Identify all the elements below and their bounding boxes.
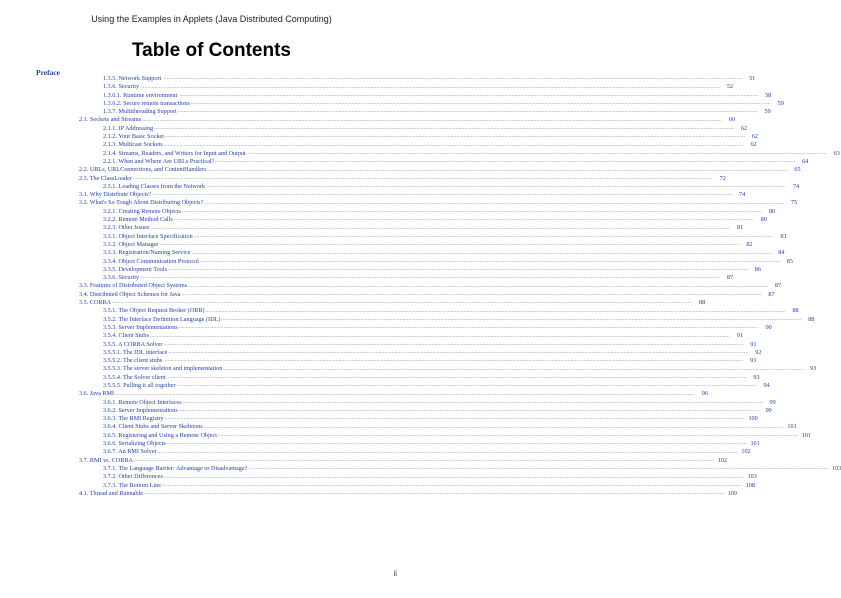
toc-entry-page[interactable]: 62: [740, 124, 748, 132]
toc-entry[interactable]: [0, 191, 746, 199]
toc-entry-label[interactable]: 3.5.5.4. The Solver client: [103, 373, 166, 381]
toc-entry-page[interactable]: 84: [778, 249, 785, 257]
dot-leader: ................................................................................................................................................................................................................................................................................................................................................................................................................: [165, 134, 746, 140]
toc-entry-page[interactable]: 87: [774, 282, 782, 290]
toc-entry-page[interactable]: 62: [750, 141, 757, 149]
toc-entry[interactable]: [0, 149, 840, 158]
toc-entry-page[interactable]: 103: [832, 464, 841, 472]
toc-entry[interactable]: [0, 415, 758, 423]
toc-entry[interactable]: [0, 249, 785, 257]
toc-entry-label[interactable]: 3.3.6. Security: [103, 274, 140, 282]
toc-entry-page[interactable]: 74: [739, 191, 746, 199]
toc-entry-label[interactable]: 4.1. Thread and Runnable: [79, 489, 143, 497]
dot-leader: ................................................................................................................................................................................................................................................................................................................................................................................................................: [199, 258, 780, 264]
toc-entry-page[interactable]: 63: [833, 149, 840, 157]
toc-entry[interactable]: [0, 315, 815, 324]
toc-entry[interactable]: [0, 299, 706, 307]
dot-leader: ................................................................................................................................................................................................................................................................................................................................................................................................................: [150, 225, 731, 231]
page-title: Table of Contents: [131, 40, 292, 61]
dot-leader: ................................................................................................................................................................................................................................................................................................................................................................................................................: [193, 233, 774, 239]
toc-entry-label[interactable]: 3.2.1. Creating Remote Objects: [103, 207, 182, 215]
dot-leader: ................................................................................................................................................................................................................................................................................................................................................................................................................: [246, 150, 827, 156]
toc-entry-page[interactable]: 62: [751, 133, 759, 141]
toc-entry[interactable]: [0, 108, 771, 116]
dot-leader: ................................................................................................................................................................................................................................................................................................................................................................................................................: [181, 292, 762, 298]
page-number: ii: [393, 569, 397, 578]
toc-entry[interactable]: [0, 489, 737, 498]
toc-entry-label[interactable]: 3.7. RMI vs. CORBA: [79, 456, 133, 464]
dot-leader: ................................................................................................................................................................................................................................................................................................................................................................................................................: [207, 167, 788, 173]
dot-leader: ................................................................................................................................................................................................................................................................................................................................................................................................................: [178, 408, 759, 414]
toc-entry[interactable]: [0, 456, 727, 465]
toc-entry-page[interactable]: 59: [764, 108, 771, 116]
toc-entry-label[interactable]: 2.1.3. Multicast Sockets: [103, 141, 163, 149]
toc-entry-page[interactable]: 80: [768, 207, 776, 215]
toc-entry-page[interactable]: 109: [727, 489, 737, 497]
dot-leader: ................................................................................................................................................................................................................................................................................................................................................................................................................: [177, 109, 758, 115]
toc-entry-label[interactable]: 2.3. The ClassLoader: [79, 174, 132, 182]
toc-entry-label[interactable]: 3.3.3. Registration/Naming Service: [103, 249, 191, 257]
dot-leader: ................................................................................................................................................................................................................................................................................................................................................................................................................: [163, 142, 744, 148]
section-heading-preface[interactable]: Preface: [36, 68, 61, 77]
toc-entry-label[interactable]: 1.3.6.1. Runtime environment: [103, 91, 178, 99]
toc-entry[interactable]: [0, 207, 776, 216]
toc-entry-page[interactable]: 100: [748, 415, 758, 423]
dot-leader: ................................................................................................................................................................................................................................................................................................................................................................................................................: [182, 209, 763, 215]
toc-entry-page[interactable]: 92: [755, 348, 762, 356]
toc-entry-label[interactable]: 3.4. Distributed Object Schemes for Java: [79, 290, 181, 298]
dot-leader: ................................................................................................................................................................................................................................................................................................................................................................................................................: [164, 416, 745, 422]
toc-entry[interactable]: [0, 224, 744, 232]
toc-entry[interactable]: [0, 166, 801, 174]
dot-leader: ................................................................................................................................................................................................................................................................................................................................................................................................................: [140, 84, 721, 90]
toc-entry[interactable]: [0, 365, 817, 373]
toc-entry[interactable]: [0, 348, 762, 357]
toc-entry-label[interactable]: 2.3.1. Loading Classes from the Network: [103, 182, 206, 190]
dot-leader: ................................................................................................................................................................................................................................................................................................................................................................................................................: [140, 275, 721, 281]
toc-entry-page[interactable]: 85: [786, 257, 793, 265]
dot-leader: ................................................................................................................................................................................................................................................................................................................................................................................................................: [203, 424, 784, 430]
toc-entry-page[interactable]: 101: [750, 440, 760, 448]
toc-entry[interactable]: [0, 199, 798, 207]
dot-leader: ................................................................................................................................................................................................................................................................................................................................................................................................................: [162, 76, 743, 82]
toc-entry[interactable]: [0, 381, 770, 390]
toc-entry-label[interactable]: 3.6.6. Serializing Objects: [103, 440, 166, 448]
toc-entry[interactable]: [0, 99, 784, 108]
toc-entry-label[interactable]: 1.3.7. Multithreading Support: [103, 108, 177, 116]
toc-entry[interactable]: [0, 282, 782, 290]
dot-leader: ................................................................................................................................................................................................................................................................................................................................................................................................................: [178, 325, 759, 331]
toc-entry-page[interactable]: 96: [701, 390, 709, 398]
toc-entry-page[interactable]: 80: [760, 216, 767, 224]
dot-leader: ................................................................................................................................................................................................................................................................................................................................................................................................................: [223, 366, 804, 372]
toc-entry-label[interactable]: 3.6.3. The RMI Registry: [103, 415, 164, 423]
toc-entry[interactable]: [0, 290, 775, 299]
toc-entry[interactable]: [0, 440, 760, 448]
toc-entry-page[interactable]: 51: [749, 75, 756, 82]
toc-entry-page[interactable]: 101: [787, 423, 797, 431]
toc-entry[interactable]: [0, 373, 760, 382]
toc-entry-label[interactable]: 3.5.5.5. Pulling it all together: [103, 381, 176, 389]
toc-entry-label[interactable]: 3.5.5.2. The client stubs: [103, 357, 163, 365]
toc-entry[interactable]: [0, 390, 709, 398]
toc-entry[interactable]: [0, 157, 809, 166]
toc-entry[interactable]: [0, 257, 793, 266]
dot-leader: ................................................................................................................................................................................................................................................................................................................................................................................................................: [205, 308, 786, 314]
toc-entry-label[interactable]: 1.3.6. Security: [103, 83, 140, 91]
toc-entry-label[interactable]: 3.5.5.1. The IDL interface: [103, 348, 168, 356]
toc-entry-label[interactable]: 3.6.2. Server Implementations: [103, 406, 178, 414]
toc-entry-page[interactable]: 81: [780, 232, 787, 240]
toc-entry-page[interactable]: 72: [719, 174, 726, 182]
toc-entry[interactable]: [0, 357, 757, 365]
toc-entry[interactable]: [0, 448, 751, 456]
toc-entry-page[interactable]: 86: [754, 265, 761, 273]
toc-entry-page[interactable]: 102: [717, 456, 727, 464]
toc-entry-page[interactable]: 64: [802, 157, 809, 165]
toc-entry-label[interactable]: 3.3. Features of Distributed Object Systems: [79, 282, 188, 290]
toc-entry-label[interactable]: 2.1.4. Streams, Readers, and Writers for Input and Output: [103, 149, 246, 157]
toc-entry-label[interactable]: 3.7.2. Other Differences: [103, 473, 163, 481]
toc-entry-label[interactable]: 2.2.1. When and Where Are URLs Practical?: [103, 157, 215, 165]
toc-entry-label[interactable]: 3.7.3. The Bottom Line: [103, 481, 161, 489]
toc-entry-page[interactable]: 52: [726, 83, 734, 91]
toc-entry[interactable]: [0, 340, 757, 349]
toc-entry[interactable]: [0, 116, 736, 124]
dot-leader: ................................................................................................................................................................................................................................................................................................................................................................................................................: [188, 283, 769, 289]
toc-entry-label[interactable]: 3.2.3. Other Issues: [103, 224, 150, 232]
toc-entry[interactable]: [0, 83, 734, 91]
toc-entry-page[interactable]: 82: [746, 240, 753, 248]
toc-entry[interactable]: [0, 423, 797, 431]
dot-leader: ................................................................................................................................................................................................................................................................................................................................................................................................................: [163, 358, 744, 364]
toc-entry-label[interactable]: 3.6.5. Registering and Using a Remote Object: [103, 431, 217, 439]
dot-leader: ................................................................................................................................................................................................................................................................................................................................................................................................................: [217, 433, 798, 439]
toc-entry-page[interactable]: 60: [728, 116, 736, 124]
toc-entry-page[interactable]: 87: [768, 290, 775, 298]
toc-entry-page[interactable]: 103: [747, 473, 757, 481]
dot-leader: ................................................................................................................................................................................................................................................................................................................................................................................................................: [167, 267, 748, 273]
dot-leader: ................................................................................................................................................................................................................................................................................................................................................................................................................: [248, 466, 829, 472]
toc-entry-page[interactable]: 74: [792, 182, 800, 190]
toc-entry-label[interactable]: 3.3.2. Object Manager: [103, 240, 159, 248]
dot-leader: ................................................................................................................................................................................................................................................................................................................................................................................................................: [173, 217, 754, 223]
toc-entry-label[interactable]: 3.5.2. The Interface Definition Language (IDL): [103, 315, 221, 323]
toc-entry[interactable]: [0, 406, 772, 415]
toc-entry[interactable]: [0, 141, 757, 149]
dot-leader: ................................................................................................................................................................................................................................................................................................................................................................................................................: [215, 159, 796, 165]
toc-entry-label[interactable]: 2.1.2. Your Basic Socket: [103, 133, 165, 141]
toc-entry-page[interactable]: 93: [753, 373, 760, 381]
toc-entry[interactable]: [0, 274, 734, 282]
toc-entry[interactable]: [0, 91, 772, 100]
toc-entry-label[interactable]: 3.5.1. The Object Request Broker (ORB): [103, 307, 205, 315]
toc-entry-label[interactable]: 3.6.7. An RMI Solver: [103, 448, 157, 456]
toc-entry-label[interactable]: 3.1. Why Distribute Objects?: [79, 191, 152, 199]
toc-entry-label[interactable]: 1.3.5. Network Support: [103, 75, 162, 82]
toc-entry-page[interactable]: 91: [736, 332, 743, 340]
toc-entry[interactable]: [0, 265, 761, 274]
toc-entry-label[interactable]: 1.3.6.2. Secure remote transactions: [103, 99, 190, 107]
toc-entry[interactable]: [0, 481, 755, 490]
dot-leader: ................................................................................................................................................................................................................................................................................................................................................................................................................: [178, 92, 759, 98]
toc-entry-label[interactable]: 3.6.4. Client Stubs and Server Skeletons: [103, 423, 203, 431]
toc-entry[interactable]: [0, 473, 757, 481]
toc-entry-label[interactable]: 3.6.1. Remote Object Interfaces: [103, 398, 182, 406]
toc-entry-label[interactable]: 3.7.1. The Language Barrier: Advantage or Disadvantage?: [103, 464, 248, 472]
dot-leader: ................................................................................................................................................................................................................................................................................................................................................................................................................: [166, 374, 747, 380]
toc-entry-page[interactable]: 75: [791, 199, 798, 207]
toc-entry[interactable]: [0, 332, 743, 340]
dot-leader: ................................................................................................................................................................................................................................................................................................................................................................................................................: [115, 391, 696, 397]
dot-leader: ................................................................................................................................................................................................................................................................................................................................................................................................................: [132, 175, 713, 181]
toc-entry[interactable]: [0, 431, 811, 440]
dot-leader: ................................................................................................................................................................................................................................................................................................................................................................................................................: [157, 449, 738, 455]
toc-entry-page[interactable]: 99: [765, 406, 772, 414]
toc-entry[interactable]: [0, 464, 841, 473]
toc-entry[interactable]: [0, 133, 759, 141]
toc-entry-page[interactable]: 91: [750, 340, 757, 348]
dot-leader: ................................................................................................................................................................................................................................................................................................................................................................................................................: [182, 399, 763, 405]
toc-entry-page[interactable]: 93: [810, 365, 817, 373]
toc-entry[interactable]: [0, 182, 800, 191]
dot-leader: ................................................................................................................................................................................................................................................................................................................................................................................................................: [163, 474, 744, 480]
toc-entry[interactable]: [0, 232, 787, 241]
toc-entry-page[interactable]: 65: [794, 166, 801, 174]
toc-entry-label[interactable]: 2.2. URLs, URLConnections, and ContentHandlers: [79, 166, 207, 174]
toc-entry-page[interactable]: 58: [765, 91, 772, 99]
dot-leader: ................................................................................................................................................................................................................................................................................................................................................................................................................: [149, 333, 730, 339]
toc-entry[interactable]: [0, 124, 748, 133]
toc-entry-label[interactable]: 2.1.1. IP Addressing: [103, 124, 154, 132]
dot-leader: ................................................................................................................................................................................................................................................................................................................................................................................................................: [163, 341, 744, 347]
dot-leader: ................................................................................................................................................................................................................................................................................................................................................................................................................: [176, 383, 757, 389]
dot-leader: ................................................................................................................................................................................................................................................................................................................................................................................................................: [154, 126, 735, 132]
dot-leader: ................................................................................................................................................................................................................................................................................................................................................................................................................: [112, 300, 693, 306]
toc-entry[interactable]: [0, 216, 767, 224]
toc-entry-page[interactable]: 90: [765, 323, 772, 331]
dot-leader: ................................................................................................................................................................................................................................................................................................................................................................................................................: [168, 350, 749, 356]
toc-entry[interactable]: [0, 398, 776, 407]
toc-entry[interactable]: [0, 240, 753, 249]
toc-entry-page[interactable]: 88: [792, 307, 799, 315]
dot-leader: ................................................................................................................................................................................................................................................................................................................................................................................................................: [204, 200, 785, 206]
toc-entry-page[interactable]: 93: [750, 357, 757, 365]
toc-entry[interactable]: [0, 323, 772, 332]
toc-entry-page[interactable]: 102: [741, 448, 751, 456]
toc-entry-label[interactable]: 3.5. CORBA: [79, 299, 112, 307]
toc-entry-label[interactable]: 3.5.5. A CORBA Solver: [103, 340, 163, 348]
dot-leader: ................................................................................................................................................................................................................................................................................................................................................................................................................: [133, 457, 714, 463]
toc-entry-page[interactable]: 99: [769, 398, 776, 406]
toc-entry-page[interactable]: 101: [801, 431, 811, 439]
toc-entry-label[interactable]: 3.3.4. Object Communication Protocol: [103, 257, 199, 265]
table-of-contents: [0, 75, 841, 498]
toc-entry-label[interactable]: 3.2. What's So Tough About Distributing Objects?: [79, 199, 204, 207]
toc-entry-page[interactable]: 88: [808, 315, 815, 323]
toc-entry-label[interactable]: 3.3.5. Development Tools: [103, 265, 167, 273]
dot-leader: ................................................................................................................................................................................................................................................................................................................................................................................................................: [190, 101, 771, 107]
toc-entry-label[interactable]: 2.1. Sockets and Streams: [79, 116, 142, 124]
dot-leader: ................................................................................................................................................................................................................................................................................................................................................................................................................: [152, 192, 733, 198]
dot-leader: ................................................................................................................................................................................................................................................................................................................................................................................................................: [191, 250, 772, 256]
toc-entry-page[interactable]: 87: [726, 274, 734, 282]
toc-entry-page[interactable]: 88: [698, 299, 706, 307]
dot-leader: ................................................................................................................................................................................................................................................................................................................................................................................................................: [143, 491, 724, 497]
toc-entry-page[interactable]: 59: [777, 99, 784, 107]
toc-entry-page[interactable]: 81: [737, 224, 744, 232]
dot-leader: ................................................................................................................................................................................................................................................................................................................................................................................................................: [166, 441, 747, 447]
toc-entry-label[interactable]: 3.6. Java RMI: [79, 390, 115, 398]
toc-entry[interactable]: [0, 174, 726, 183]
toc-entry[interactable]: [0, 307, 799, 315]
toc-entry-label[interactable]: 3.3.1. Object Interface Specification: [103, 232, 193, 240]
toc-entry-label[interactable]: 3.5.3. Server Implementations: [103, 323, 178, 331]
toc-entry-label[interactable]: 3.5.4. Client Stubs: [103, 332, 149, 340]
toc-entry-label[interactable]: 3.2.2. Remote Method Calls: [103, 216, 173, 224]
dot-leader: ................................................................................................................................................................................................................................................................................................................................................................................................................: [142, 117, 723, 123]
toc-entry-label[interactable]: 3.5.5.3. The server skeleton and implementation: [103, 365, 223, 373]
dot-leader: ................................................................................................................................................................................................................................................................................................................................................................................................................: [159, 242, 740, 248]
dot-leader: ................................................................................................................................................................................................................................................................................................................................................................................................................: [221, 316, 802, 322]
toc-entry-page[interactable]: 108: [745, 481, 755, 489]
running-head: Using the Examples in Applets (Java Distributed Computing): [91, 14, 332, 24]
toc-entry[interactable]: [0, 75, 756, 83]
toc-entry-page[interactable]: 94: [763, 381, 770, 389]
dot-leader: ................................................................................................................................................................................................................................................................................................................................................................................................................: [161, 482, 742, 488]
dot-leader: ................................................................................................................................................................................................................................................................................................................................................................................................................: [206, 184, 787, 190]
